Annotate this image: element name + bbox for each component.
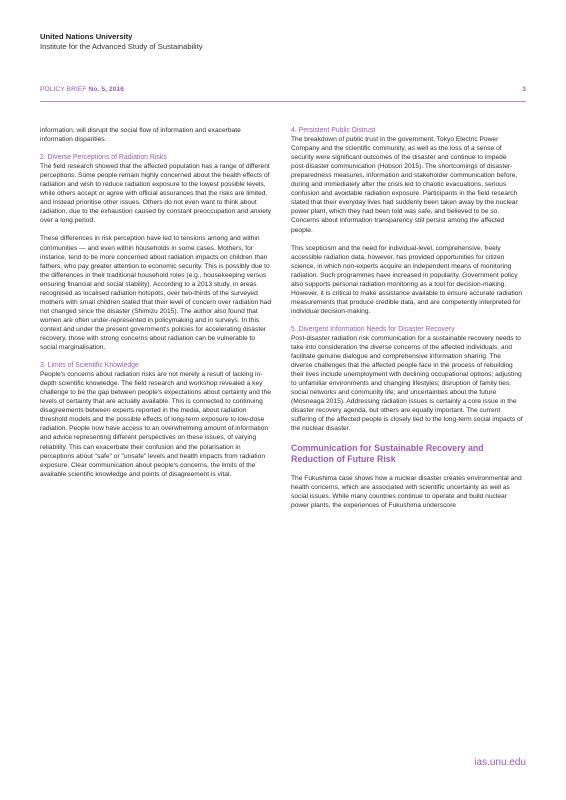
brief-number: No. 5, 2016 (88, 86, 125, 93)
header-divider (40, 101, 526, 102)
right-column (291, 126, 523, 519)
website-link[interactable]: ias.unu.edu (474, 757, 526, 768)
section4-paragraph-2: This scepticism and the need for individual-level, comprehensive, freely accessible radiation data, however, has provided opportunities for citizen science, in which non-experts acquire an independent means of monitoring radiation. Such programmes have increased in popularity. Government policy also supports personal radiation monitoring as a tool for decision-making. However, it is critical to make assistance available to ensure accurate radiation measurements that produce credible data, and are competently interpreted for individual decision-making. (291, 244, 523, 315)
section5-paragraph-1: Post-disaster radiation risk communication for a sustainable recovery needs to take into consideration the diverse concerns of the affected individuals, and facilitate genuine dialogue and comprehensive information sharing. The diverse challenges that the affected people face in the process of rebuilding their lives include unemployment with declining occupational options; adjusting to unfamiliar environments and changing lifestyles; disruption of family ties, social networks and community life; and uncertainties about the future (Mosneaga 2015). Addressing radiation issues is certainly a core issue in the disaster recovery agenda, but others are equally important. The current suffering of the affected people is closely tied to the long-term social impacts of the nuclear disaster. (291, 334, 523, 433)
policy-brief-text: POLICY BRIEF (40, 86, 87, 93)
section3-paragraph-1: People's concerns about radiation risks are not merely a result of lacking in-depth scientific knowledge. The field research and workshop revealed a key challenge to be the gap between people's expectations about certainty and the levels of certainty that are actually available. This is connected to continuing disagreements between experts reported in the media, about radiation threshold models and the possible effects of long-term exposure to low-dose radiation. People now have access to an overwhelming amount of information and advice representing different perspectives on these issues, of varying reliability. This can exacerbate their confusion and the polarisation in perceptions about "safe" or "unsafe" levels and health impacts from radiation exposure. Clear communication about people's concerns, the limits of the available scientific knowledge and points of disagreement is vital. (40, 371, 271, 478)
policy-brief-label (40, 86, 124, 93)
section-heading-diverse-perceptions: 2. Diverse Perceptions of Radiation Risks (40, 154, 167, 162)
institute-name: Institute for the Advanced Study of Sustainability (40, 42, 203, 51)
organization-name: United Nations University (40, 32, 133, 41)
major-section-paragraph-1: The Fukushima case shows how a nuclear disaster creates environmental and health concerns, which are associated with scientific uncertainty as well as social issues. While many countries continue to operate and build nuclear power plants, the experiences of Fukushima underscore (291, 474, 522, 509)
section-heading-limits-knowledge: 3. Limits of Scientific Knowledge (40, 362, 139, 370)
section-heading-public-distrust: 4. Persistent Public Distrust (291, 127, 376, 134)
section2-paragraph-2: These differences in risk perception have led to tensions among and within communities — and even within households in some cases. Mothers, for instance, tend to be more concerned about radiation impacts on children than fathers, who pay greater attention to economic security. This is possibly due to the differences in their traditional household roles (e.g., housekeeping versus ensuring financial and social stability). According to a 2013 study, in areas recognised as localised radiation hotspots, over two-thirds of the surveyed mothers with small children stated that their level of concern over radiation had not changed since the disaster (Shimizu 2015). The author also found that women are often under-represented in policymaking and in surveys. In this context and under the present government's policies for accelerating disaster recovery, those with strong concerns about radiation can be vulnerable to social marginalisation. (40, 235, 272, 352)
intro-paragraph: information, will disrupt the social flow of information and exacerbate information disparities. (40, 127, 241, 144)
organization-block (40, 32, 526, 52)
section4-paragraph-1: The breakdown of public trust in the government, Tokyo Electric Power Company and the scientific community, as well as the loss of a sense of security were significant outcomes of the disaster and continue to impede post-disaster communication (Hobson 2015). The shortcomings of disaster-preparedness measures, information and stakeholder communication before, during and immediately after the crisis led to chaotic evacuations, serious confusion and avoidable radiation exposure. Participants in the field research stated that their everyday lives had suddenly been taken away by the nuclear power plant, which they had been told was safe, and believed to be so. Concerns about information transparency still persist among the affected people. (291, 136, 518, 234)
left-column (40, 126, 272, 488)
page-number: 3 (522, 86, 526, 93)
section-heading-sustainable-recovery: Communication for Sustainable Recovery and Reduction of Future Risk (291, 442, 484, 464)
section2-paragraph-1: The field research showed that the affected population has a range of different perceptions. Some people remain highly concerned about the health effects of radiation and wish to reduce radiation exposure to the lowest possible levels, while others accept or agree with official assurances that the risks are limited, and instead prioritise other issues. Others do not even want to think about radiation, due to the exhaustion caused by constant preoccupation and anxiety over a long period. (40, 163, 272, 225)
page-header (40, 86, 526, 98)
section-heading-divergent-needs: 5. Divergent Information Needs for Disaster Recovery (291, 325, 455, 333)
